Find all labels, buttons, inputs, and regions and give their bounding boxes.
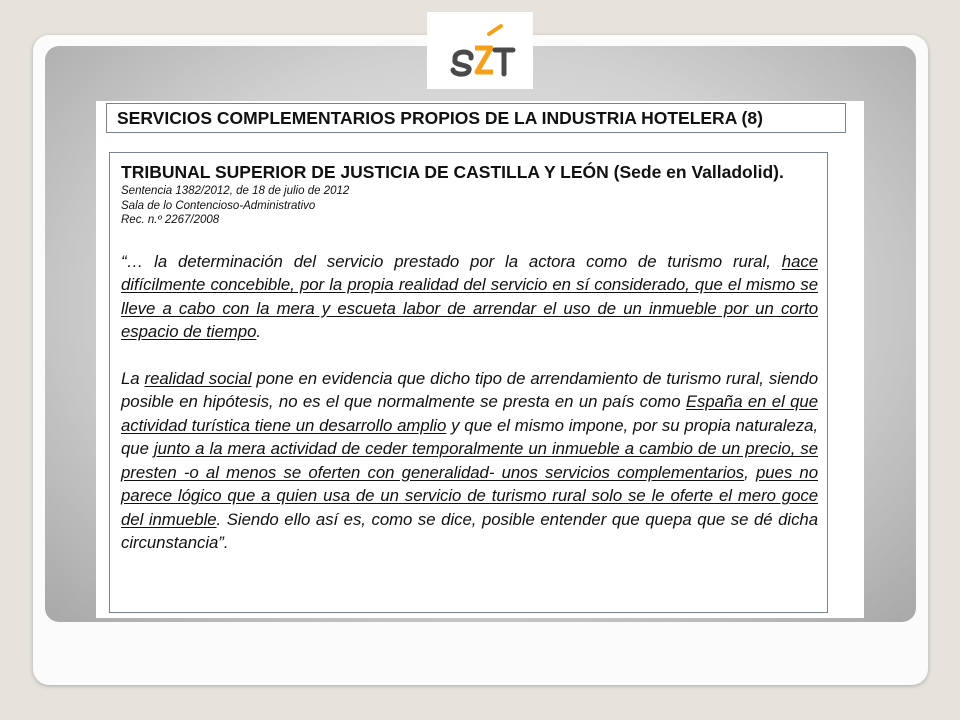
- text-span: y que el mismo impone, por su propia naturaleza, que: [121, 415, 818, 458]
- document-page: [96, 101, 864, 618]
- document-title: SERVICIOS COMPLEMENTARIOS PROPIOS DE LA INDUSTRIA HOTELERA (8): [106, 103, 846, 133]
- court-heading: TRIBUNAL SUPERIOR DE JUSTICIA DE CASTILLA Y LEÓN (Sede en Valladolid).: [121, 162, 784, 182]
- text-span: . Siendo ello así es, como se dice, posible entender que quepa que se dé dicha circunstancia”.: [121, 509, 818, 552]
- szt-logo: [427, 12, 533, 89]
- underlined-span: realidad social: [144, 368, 252, 388]
- underlined-span: España en el que actividad turística tiene un desarrollo amplio: [121, 392, 818, 435]
- appeal-number: Rec. n.º 2267/2008: [121, 214, 220, 226]
- underlined-span: hace difícilmente concebible, por la propia realidad del servicio en sí considerado, que el mismo se lleve a cabo con la mera y escueta labor de arrendar el uso de un inmueble por un corto espacio de tiempo: [121, 251, 818, 341]
- text-span: .: [256, 322, 261, 341]
- text-span: La: [121, 368, 145, 388]
- text-span: ,: [744, 462, 756, 482]
- sentence-reference: Sentencia 1382/2012, de 18 de julio de 2012: [121, 185, 350, 197]
- quote-paragraph-2: [121, 367, 818, 555]
- underlined-span: pues no parece lógico que a quien usa de un servicio de turismo rural solo se le oferte el mero goce del inmueble: [121, 462, 818, 529]
- document-body: [109, 152, 828, 613]
- text-span: pone en evidencia que dicho tipo de arrendamiento de turismo rural, siendo posible en hipótesis, no es el que normalmente se presta en un país como: [121, 368, 819, 411]
- quote-paragraph-1: [121, 250, 818, 344]
- underlined-span: junto a la mera actividad de ceder temporalmente un inmueble a cambio de un precio, se presten -o al menos se oferten con generalidad- unos servicios complementarios: [121, 439, 819, 482]
- chamber-name: Sala de lo Contencioso-Administrativo: [121, 199, 316, 212]
- text-span: “… la determinación del servicio prestado por la actora como de turismo rural,: [121, 251, 782, 271]
